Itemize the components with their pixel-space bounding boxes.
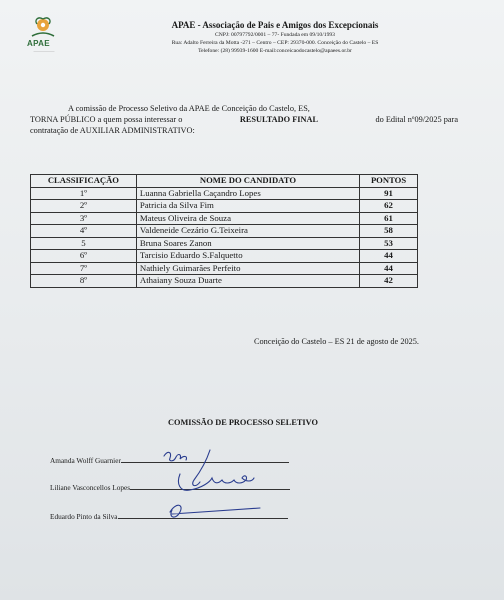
- header-candidate-name: NOME DO CANDIDATO: [136, 175, 359, 188]
- name-cell: Valdeneide Cezário G.Teixeira: [136, 225, 359, 238]
- rank-cell: 5: [31, 237, 137, 250]
- rank-cell: 1º: [31, 187, 137, 200]
- rank-cell: 3º: [31, 212, 137, 225]
- rank-cell: 7º: [31, 262, 137, 275]
- name-cell: Bruna Soares Zanon: [136, 237, 359, 250]
- signatory-name: Eduardo Pinto da Silva: [50, 512, 118, 521]
- address-line: Rua: Adalto Ferreira da Motta -271 – Centro – CEP: 29370-000. Conceição do Castelo – ES: [171, 40, 379, 46]
- name-cell: Athaiany Souza Duarte: [136, 275, 359, 288]
- cnpj-line: CNPJ: 00797792/0001 – 77- Fundada em 09/10/1993: [215, 32, 335, 38]
- points-cell: 44: [360, 250, 418, 263]
- table-row: [31, 237, 418, 250]
- contact-line: Telefone: (28) 99939-1600 E-mail:conceicaodocastelo@apaees.or.br: [198, 48, 352, 54]
- result-final-label: RESULTADO FINAL: [239, 115, 319, 124]
- date-line: Conceição do Castelo – ES 21 de agosto de 2025.: [254, 337, 419, 346]
- table-row: [31, 250, 418, 263]
- rank-cell: 2º: [31, 200, 137, 213]
- intro-text-c: do Edital nº09/2025 para: [375, 115, 458, 124]
- intro-text-a: TORNA PÚBLICO a quem possa interessar o: [30, 115, 183, 124]
- name-cell: Mateus Oliveira de Souza: [136, 212, 359, 225]
- table-row: [31, 225, 418, 238]
- signatory-name: Amanda Wolff Guarnier: [50, 456, 121, 465]
- organization-name: APAE - Associação de Pais e Amigos dos Excepcionais: [171, 20, 379, 30]
- points-cell: 53: [360, 237, 418, 250]
- committee-title: COMISSÃO DE PROCESSO SELETIVO: [168, 418, 318, 427]
- logo-subtitle: ―――――――: [33, 49, 55, 53]
- signatory-name: Liliane Vasconcellos Lopes: [50, 483, 131, 492]
- table-row: [31, 187, 418, 200]
- table-row: [31, 262, 418, 275]
- intro-line-1: A comissão de Processo Seletivo da APAE de Conceição do Castelo, ES,: [68, 104, 310, 113]
- rank-cell: 8º: [31, 275, 137, 288]
- letterhead: [140, 20, 410, 55]
- points-cell: 62: [360, 200, 418, 213]
- points-cell: 61: [360, 212, 418, 225]
- points-cell: 44: [360, 262, 418, 275]
- rank-cell: 6º: [31, 250, 137, 263]
- table-row: [31, 212, 418, 225]
- header-points: PONTOS: [360, 175, 418, 188]
- name-cell: Tarcisio Eduardo S.Falquetto: [136, 250, 359, 263]
- intro-paragraph: [30, 103, 458, 136]
- points-cell: 91: [360, 187, 418, 200]
- header-classification: CLASSIFICAÇÃO: [31, 175, 137, 188]
- logo-text: APAE: [27, 39, 50, 48]
- intro-line-3: contratação de AUXILIAR ADMINISTRATIVO:: [30, 126, 195, 135]
- handwritten-signatures-icon: [150, 448, 280, 528]
- name-cell: Luanna Gabriella Caçandro Lopes: [136, 187, 359, 200]
- points-cell: 58: [360, 225, 418, 238]
- table-header-row: [31, 175, 418, 188]
- points-cell: 42: [360, 275, 418, 288]
- table-row: [31, 275, 418, 288]
- name-cell: Nathiely Guimarães Perfeito: [136, 262, 359, 275]
- intro-line-2: [30, 114, 458, 125]
- results-table: [30, 174, 418, 288]
- name-cell: Patricia da Silva Fim: [136, 200, 359, 213]
- table-row: [31, 200, 418, 213]
- rank-cell: 4º: [31, 225, 137, 238]
